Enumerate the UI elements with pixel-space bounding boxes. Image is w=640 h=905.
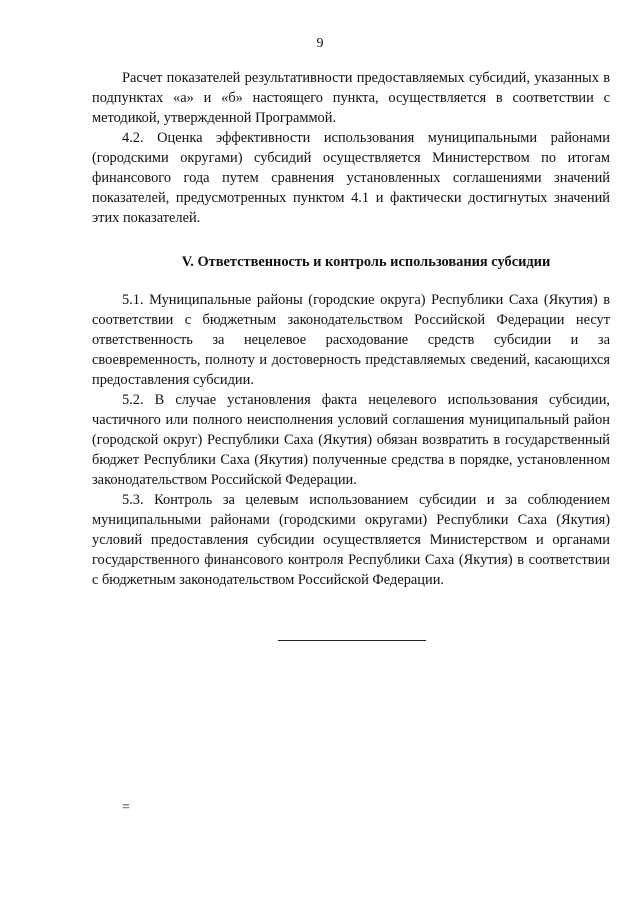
paragraph-results-calculation: Расчет показателей результативности предоставляемых субсидий, указанных в подпунктах «а» и «б» настоящего пункта, осуществляется в соответствии с методикой, утвержденной Программой. — [92, 70, 610, 126]
document-body — [92, 68, 610, 590]
section-heading: V. Ответственность и контроль использования субсидии — [181, 254, 551, 270]
end-of-document-rule — [278, 640, 426, 641]
footer-mark: = — [122, 800, 130, 815]
page-number: 9 — [316, 36, 324, 51]
paragraph-5-1: 5.1. Муниципальные районы (городские округа) Республики Саха (Якутия) в соответствии с бюджетным законодательством Российской Федерации несут ответственность за нецелевое расходование средств субсидии и за своевременность, полноту и достоверность представляемых сведений, касающихся предоставления субсидии. — [92, 292, 610, 388]
paragraph-4-2: 4.2. Оценка эффективности использования муниципальными районами (городскими округами) субсидий осуществляется Министерством по итогам финансового года путем сравнения установленных соглашениями значений показателей, предусмотренных пунктом 4.1 и фактически достигнутых значений этих показателей. — [92, 130, 610, 226]
paragraph-5-3: 5.3. Контроль за целевым использованием субсидии и за соблюдением муниципальными районами (городскими округами) Республики Саха (Якутия) условий предоставления субсидии осуществляется Министерством и органами государственного финансового контроля Республики Саха (Якутия) в соответствии с бюджетным законодательством Российской Федерации. — [92, 492, 610, 588]
paragraph-5-2: 5.2. В случае установления факта нецелевого использования субсидии, частичного или полного неисполнения условий соглашения муниципальный район (городской округ) Республики Саха (Якутия) обязан возвратить в государственный бюджет Республики Саха (Якутия) полученные средства в порядке, установленном законодательством Российской Федерации. — [92, 392, 610, 488]
